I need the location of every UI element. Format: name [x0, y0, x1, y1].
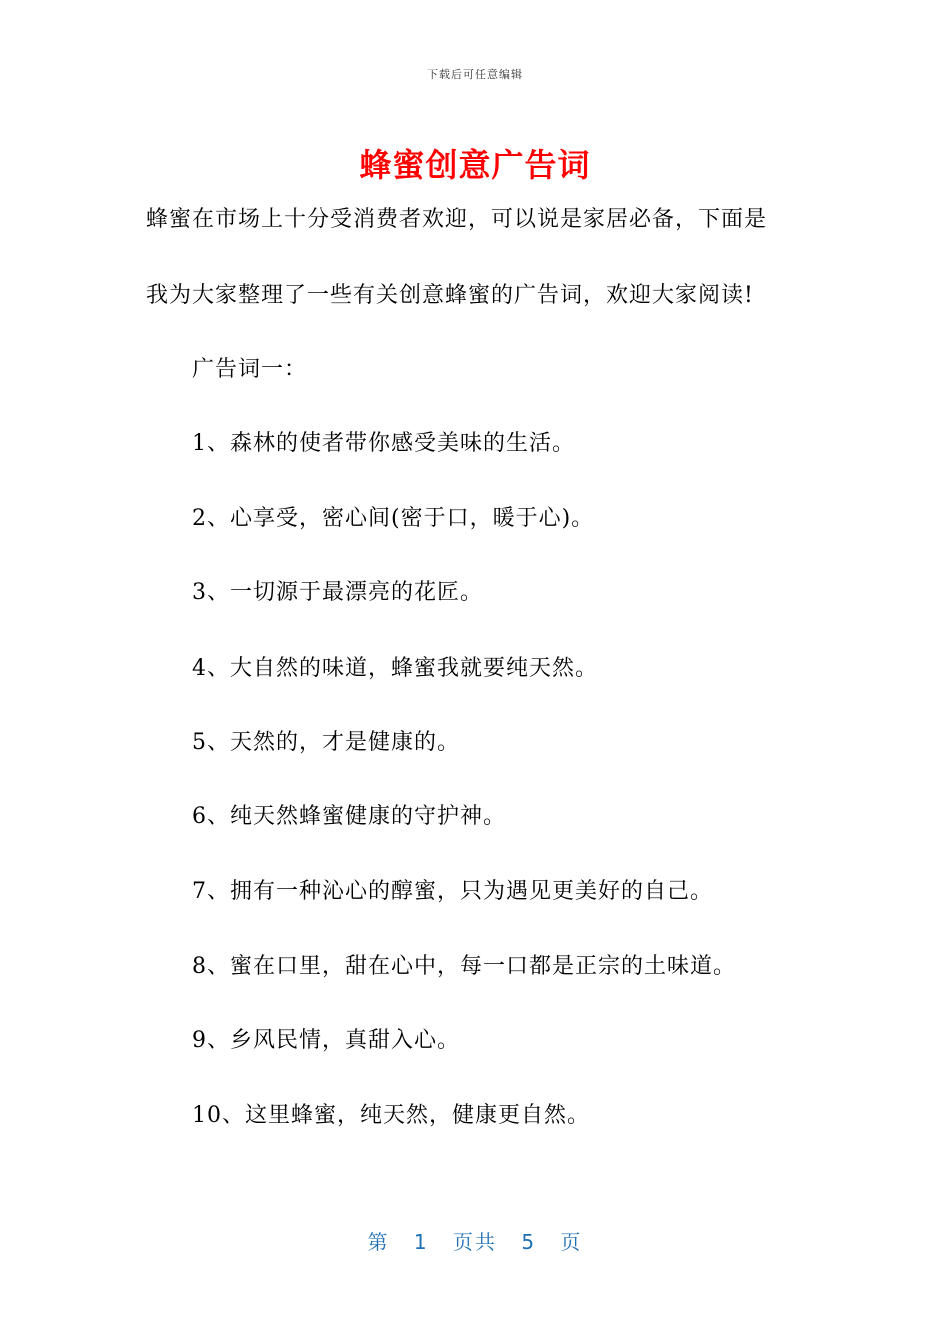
slogan-item: 6、纯天然蜂蜜健康的守护神。	[192, 804, 506, 829]
intro-paragraph-line-1: 蜂蜜在市场上十分受消费者欢迎，可以说是家居必备，下面是	[146, 207, 768, 232]
slogan-item: 2、心享受，密心间(密于口，暖于心)。	[192, 506, 595, 531]
slogan-item: 1、森林的使者带你感受美味的生活。	[192, 431, 575, 456]
slogan-item: 8、蜜在口里，甜在心中，每一口都是正宗的土味道。	[192, 954, 736, 979]
slogan-item: 4、大自然的味道，蜂蜜我就要纯天然。	[192, 656, 598, 681]
slogan-item: 9、乡风民情，真甜入心。	[192, 1028, 460, 1053]
page-title: 蜂蜜创意广告词	[359, 146, 591, 184]
section-label: 广告词一：	[192, 357, 308, 382]
header-note: 下载后可任意编辑	[427, 68, 523, 81]
slogan-item: 3、一切源于最漂亮的花匠。	[192, 580, 483, 605]
slogan-item: 5、天然的，才是健康的。	[192, 730, 460, 755]
slogan-item: 10、这里蜂蜜，纯天然，健康更自然。	[192, 1103, 590, 1128]
slogan-item: 7、拥有一种沁心的醇蜜，只为遇见更美好的自己。	[192, 879, 713, 904]
intro-paragraph-line-2: 我为大家整理了一些有关创意蜂蜜的广告词，欢迎大家阅读!	[146, 283, 754, 308]
page-footer: 第 1 页共 5 页	[367, 1230, 583, 1254]
